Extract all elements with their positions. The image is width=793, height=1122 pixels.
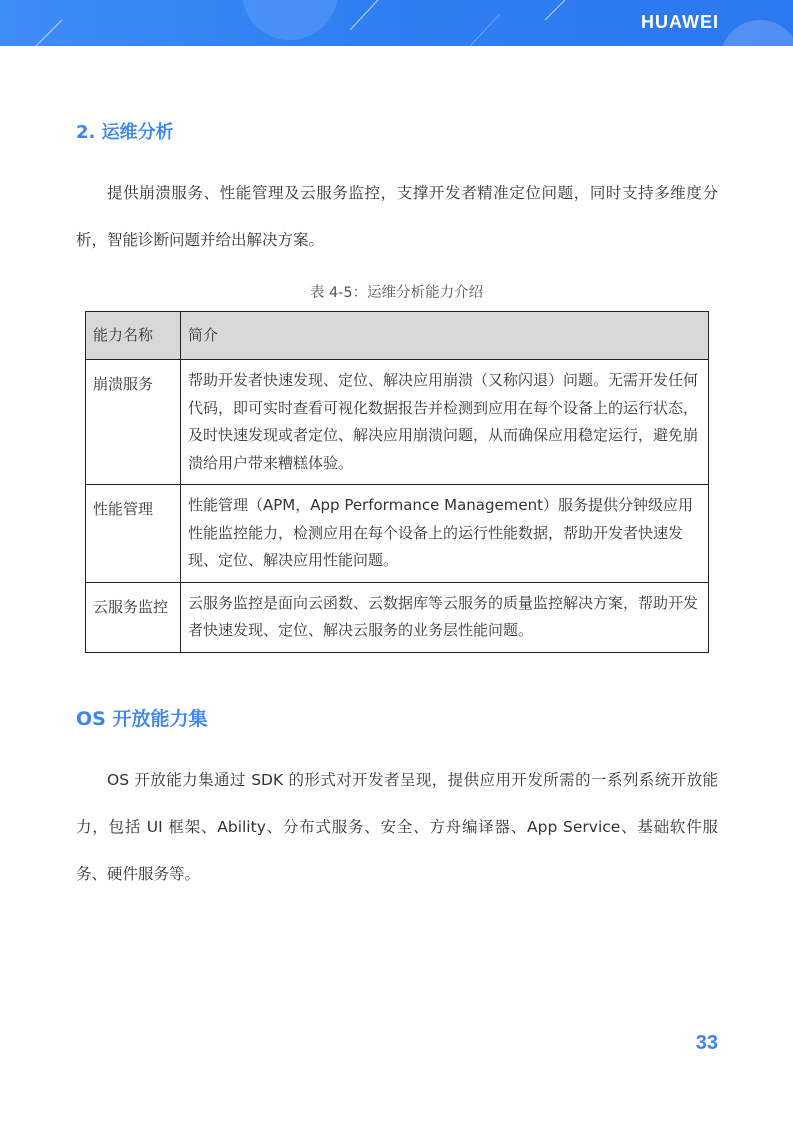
section-paragraph-ops-analysis: 提供崩溃服务、性能管理及云服务监控，支撑开发者精准定位问题，同时支持多维度分析，智能诊断问题并给出解决方案。 <box>76 184 718 249</box>
column-header-name: 能力名称 <box>86 312 181 360</box>
capability-desc-cell: 帮助开发者快速发现、定位、解决应用崩溃（又称闪退）问题。无需开发任何代码，即可实时查看可视化数据报告并检测到应用在每个设备上的运行状态，及时快速发现或者定位、解决应用崩溃问题，从而确保应用稳定运行，避免崩溃给用户带来糟糕体验。 <box>181 360 709 485</box>
column-header-desc: 简介 <box>181 312 709 360</box>
capability-desc-cell: 性能管理（APM，App Performance Management）服务提供分钟级应用性能监控能力，检测应用在每个设备上的运行性能数据，帮助开发者快速发现、定位、解决应用性能问题。 <box>181 485 709 583</box>
page-number: 33 <box>695 1032 718 1054</box>
capability-name-cell: 崩溃服务 <box>86 360 181 485</box>
section-paragraph-os-capabilities: OS 开放能力集通过 SDK 的形式对开发者呈现，提供应用开发所需的一系列系统开放能力，包括 UI 框架、Ability、分布式服务、安全、方舟编译器、App Service、基础软件服务、硬件服务等。 <box>76 771 718 883</box>
capability-desc-cell: 云服务监控是面向云函数、云数据库等云服务的质量监控解决方案，帮助开发者快速发现、定位、解决云服务的业务层性能问题。 <box>181 582 709 652</box>
brand-logo-text: HUAWEI <box>641 12 719 32</box>
section-title-ops-analysis: 2. 运维分析 <box>76 122 174 143</box>
table-row <box>86 360 709 485</box>
section-title-os-capabilities: OS 开放能力集 <box>76 708 208 730</box>
capability-table <box>85 311 709 653</box>
table-row <box>86 485 709 583</box>
table-row <box>86 582 709 652</box>
page-header-banner <box>0 0 793 46</box>
table-header-row <box>86 312 709 360</box>
table-caption: 表 4-5：运维分析能力介绍 <box>309 285 484 301</box>
capability-name-cell: 云服务监控 <box>86 582 181 652</box>
capability-name-cell: 性能管理 <box>86 485 181 583</box>
